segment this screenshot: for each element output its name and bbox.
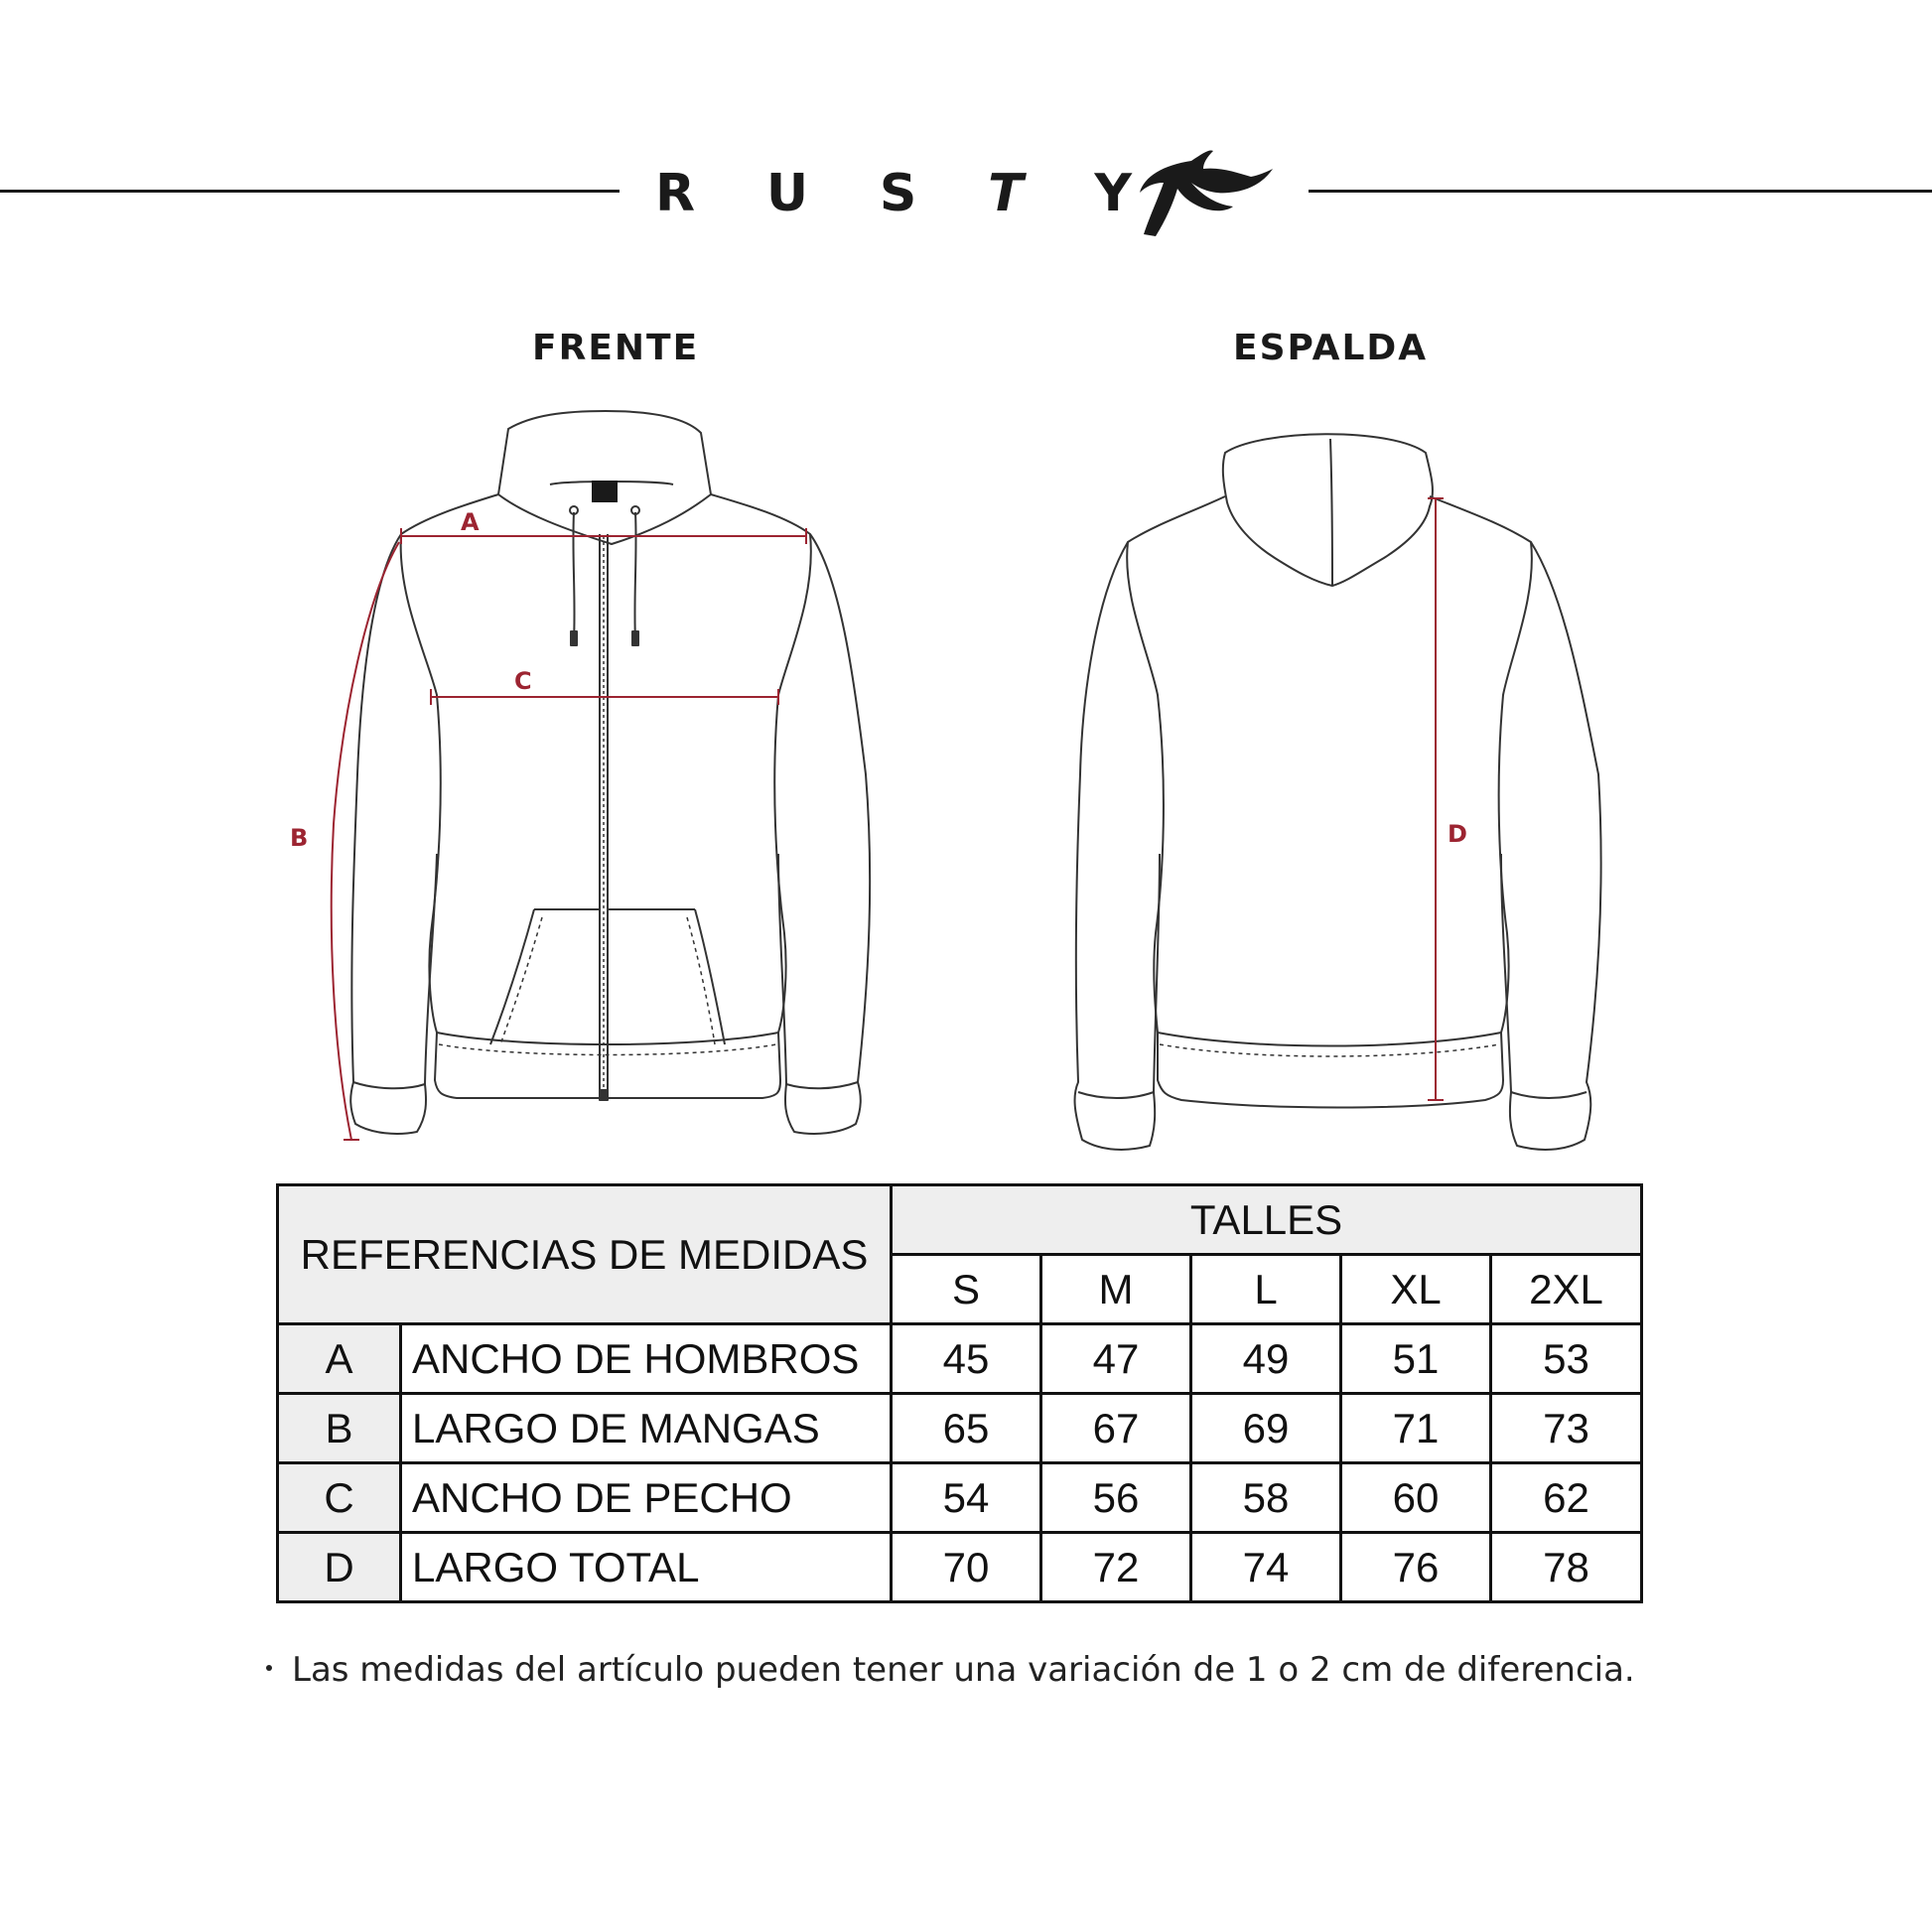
table-row (278, 1463, 1642, 1533)
brand-letter: U (765, 164, 809, 223)
row-value: 45 (892, 1324, 1041, 1394)
marker-d: D (1448, 820, 1467, 848)
row-value: 74 (1191, 1533, 1341, 1602)
table-row (278, 1324, 1642, 1394)
table-row (278, 1533, 1642, 1602)
row-code: B (278, 1394, 401, 1463)
row-value: 49 (1191, 1324, 1341, 1394)
sizes-header: TALLES (892, 1185, 1642, 1255)
table-row (278, 1394, 1642, 1463)
size-label: L (1191, 1255, 1341, 1324)
row-value: 73 (1491, 1394, 1642, 1463)
references-header: REFERENCIAS DE MEDIDAS (278, 1185, 892, 1324)
brand-letter: T (988, 164, 1024, 223)
size-chart-table (276, 1183, 1643, 1603)
bullet-icon (266, 1665, 272, 1671)
row-value: 54 (892, 1463, 1041, 1533)
row-value: 71 (1341, 1394, 1491, 1463)
row-value: 70 (892, 1533, 1041, 1602)
row-value: 67 (1041, 1394, 1191, 1463)
marker-b: B (290, 824, 309, 852)
back-view-label: ESPALDA (1233, 328, 1429, 368)
table-header-row (278, 1185, 1642, 1255)
row-label: ANCHO DE HOMBROS (401, 1324, 892, 1394)
label-tag (592, 481, 618, 502)
row-value: 47 (1041, 1324, 1191, 1394)
row-value: 56 (1041, 1463, 1191, 1533)
row-value: 62 (1491, 1463, 1642, 1533)
back-hoodie-drawing (1075, 434, 1601, 1150)
marker-a: A (461, 508, 480, 536)
row-value: 51 (1341, 1324, 1491, 1394)
row-value: 58 (1191, 1463, 1341, 1533)
brand-letter: S (879, 164, 917, 223)
size-label: 2XL (1491, 1255, 1642, 1324)
row-code: D (278, 1533, 401, 1602)
row-value: 76 (1341, 1533, 1491, 1602)
brand-letter: R (655, 164, 696, 223)
front-measurement-lines (332, 528, 806, 1140)
note-text: Las medidas del artículo pueden tener una variación de 1 o 2 cm de diferencia. (292, 1650, 1635, 1690)
size-label: M (1041, 1255, 1191, 1324)
row-value: 53 (1491, 1324, 1642, 1394)
row-value: 60 (1341, 1463, 1491, 1533)
row-code: A (278, 1324, 401, 1394)
row-code: C (278, 1463, 401, 1533)
row-label: ANCHO DE PECHO (401, 1463, 892, 1533)
brand-letter: Y (1094, 164, 1132, 223)
size-label: XL (1341, 1255, 1491, 1324)
row-value: 72 (1041, 1533, 1191, 1602)
marker-c: C (514, 667, 532, 695)
row-label: LARGO DE MANGAS (401, 1394, 892, 1463)
row-value: 65 (892, 1394, 1041, 1463)
front-hoodie-drawing (350, 411, 870, 1134)
size-label: S (892, 1255, 1041, 1324)
row-value: 69 (1191, 1394, 1341, 1463)
measurement-variation-note (266, 1650, 1635, 1690)
back-measurement-lines (1428, 498, 1444, 1100)
row-value: 78 (1491, 1533, 1642, 1602)
row-label: LARGO TOTAL (401, 1533, 892, 1602)
front-view-label: FRENTE (532, 328, 700, 368)
